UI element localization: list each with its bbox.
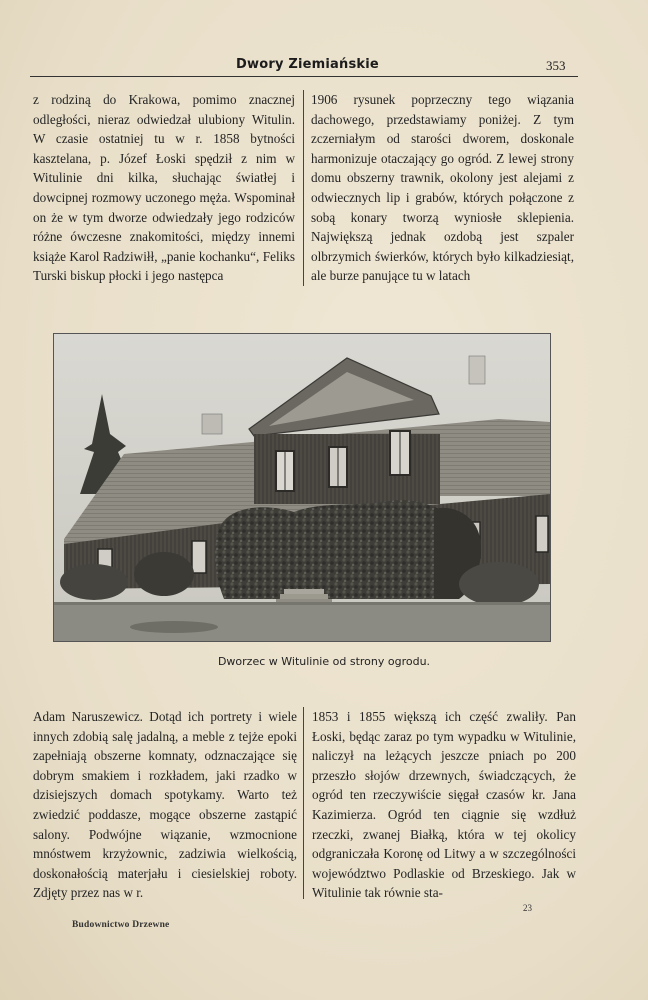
column-divider (303, 707, 304, 899)
text-column-bottom-right (312, 707, 576, 903)
text-column-bottom-left (33, 707, 297, 903)
header-rule (30, 76, 578, 77)
paragraph: 1906 rysunek poprzeczny tego wiązania dachowego, przedstawiamy poniżej. Z tym zczerniałym od starości dworem, doskonale harmonizuje otaczający go ogród. Z lewej strony domu obszerny trawnik, okolony jest alejami z odwiecznych lip i grabów, których połączone z sobą konary tworzą wyniosłe sklepienia. Największą jednak ozdobą jest szpaler olbrzymich świerków, których było kilkadziesiąt, ale burze panujące tu w latach (311, 92, 574, 284)
photo-caption: Dworzec w Witulinie od strony ogrodu. (217, 655, 431, 668)
text-column-top-left (33, 90, 295, 286)
column-divider (303, 90, 304, 286)
manor-house-illustration (54, 334, 550, 641)
footer-publication: Budownictwo Drzewne (72, 920, 170, 930)
paragraph: 1853 i 1855 większą ich część zwaliły. Pan Łoski, będąc zaraz po tym wypadku w Witulinie, naliczył na leżących jeszcze pniach po 200 przeszło słojów drzewnych, świadczących, że ogród ten rzeczywiście sięgał czasów kr. Jana Kazimierza. Ogród ten ciągnie się wzdłuż rzeczki, zwanej Białką, która w tej okolicy odgraniczała Koronę od Litwy a w szczególności województwo Podlaskie od Brzeskiego. Jak w Witulinie tak równie sta- (312, 709, 576, 901)
paragraph: Adam Naruszewicz. Dotąd ich portrety i wiele innych zdobią salę jadalną, a meble z tejże epoki zapełniają obszerne komnaty, odznaczające się dobrym smakiem i rozkładem, jaki rzadko w dzisiejszych domach spotykamy. Warto też zwiedzić poddasze, mogące obszerne zastąpić salony. Podwójne wiązanie, wzmocnione mnóstwem krzyżownic, zadziwia wielkością, doskonałością materjału i ciesielskiej roboty. Zdjęty przez nas w r. (33, 709, 297, 901)
running-header-title: Dwory Ziemiańskie (236, 57, 379, 72)
paragraph: z rodziną do Krakowa, pomimo znacznej odległości, nieraz odwiedzał ulubiony Witulin. W czasie ostatniej tu w r. 1858 bytności kasztelana, p. Józef Łoski spędził z nim w Witulinie dni kilka, słuchając światłej i dowcipnej rozmowy uczonego męża. Wspominał on że w tym dworze odwiedzały jego rodziców różne ówczesne znakomitości, między innemi książe Karol Radziwiłł, „panie kochanku“, Feliks Turski biskup płocki i jego następca (33, 92, 295, 284)
text-column-top-right (311, 90, 574, 286)
manor-house-photograph (53, 333, 551, 642)
page-number: 353 (546, 58, 566, 73)
footer-sheet-number: 23 (523, 903, 532, 913)
